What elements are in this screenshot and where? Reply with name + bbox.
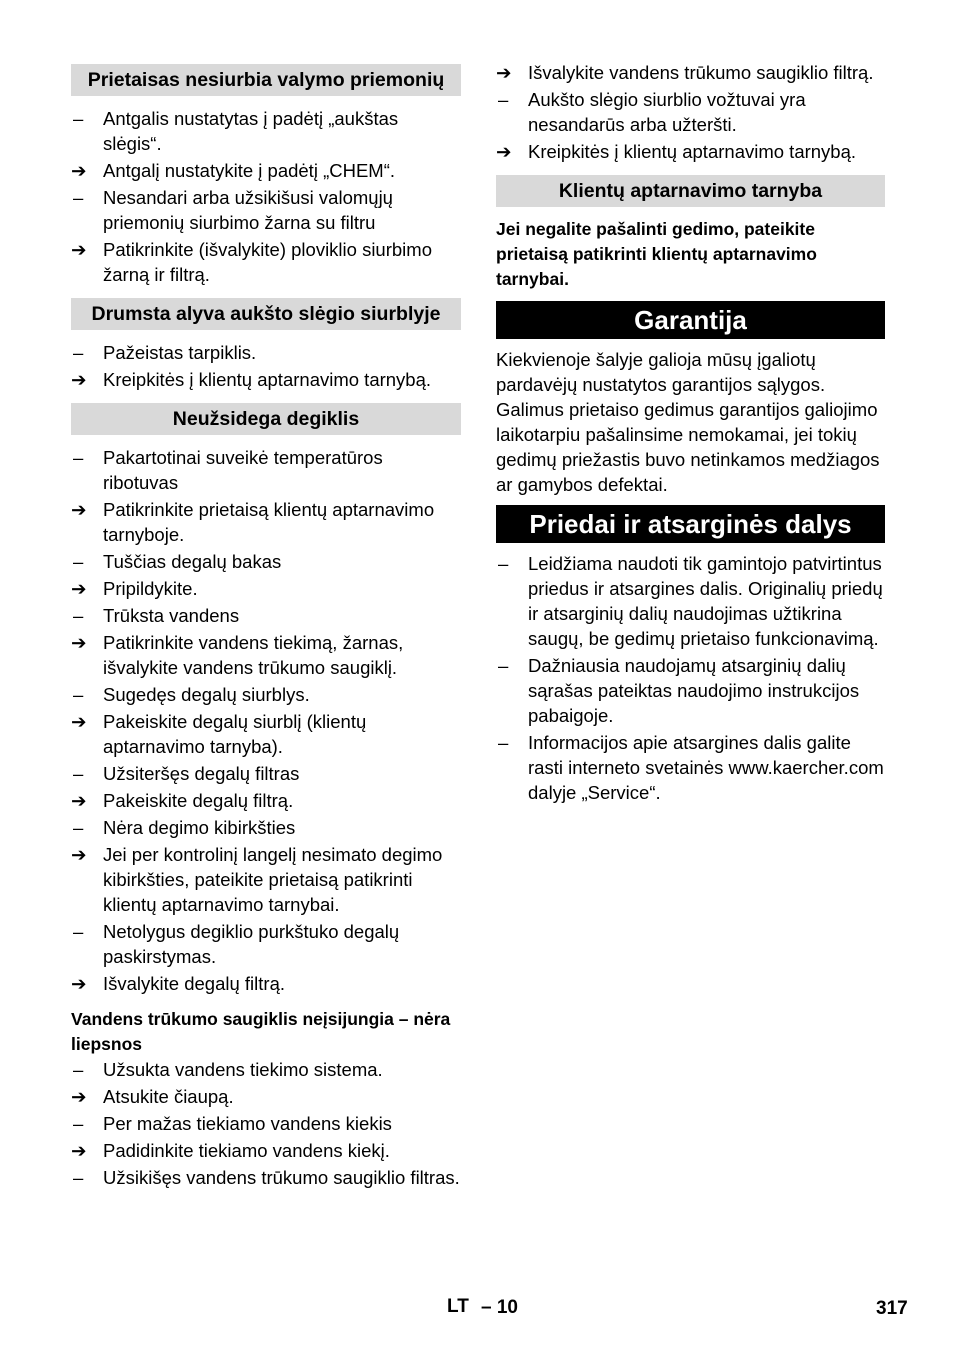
list-item: ➔ Antgalį nustatykite į padėtį „CHEM“. <box>71 160 396 181</box>
arrow-right-icon: ➔ <box>71 160 87 181</box>
dash-icon: – <box>73 1059 84 1080</box>
list-item: ➔ Išvalykite vandens trūkumo saugiklio filtrą. <box>496 62 874 83</box>
list-item: ➔ Pakeiskite degalų siurblį (klientų aptarnavimo tarnyba). <box>71 711 367 757</box>
list-item: ➔ Jei per kontrolinį langelį nesimato degimo kibirkšties, pateikite prietaisą patikrinti klientų aptarnavimo tarnybai. <box>71 844 443 915</box>
dash-icon: – <box>73 447 84 468</box>
list-water-safety <box>71 1057 461 1190</box>
list-item: – Antgalis nustatytas į padėtį „aukštas slėgis“. <box>73 108 399 154</box>
arrow-right-icon: ➔ <box>496 141 512 162</box>
dash-icon: – <box>73 605 84 626</box>
list-item: – Pažeistas tarpiklis. <box>73 342 257 363</box>
dash-icon: – <box>498 89 509 110</box>
list-item: – Nėra degimo kibirkšties <box>73 817 296 838</box>
footer-language: LT <box>447 1296 469 1317</box>
dash-icon: – <box>73 1113 84 1134</box>
section-heading-no-detergent: Prietaisas nesiurbia valymo priemonių <box>71 64 461 96</box>
list-burner-not-igniting <box>71 445 461 996</box>
subheading-water-safety: Vandens trūkumo saugiklis neįsijungia – nėra liepsnos <box>71 1009 451 1054</box>
footer-section-page: – 10 <box>481 1297 518 1318</box>
list-item: – Leidžiama naudoti tik gamintojo patvirtintus priedus ir atsargines dalis. Originalių priedų ir atsarginių dalių naudojimas užtikrina saugų, be gedimų prietaiso funkcionavimą. <box>498 553 883 649</box>
chapter-heading-warranty: Garantija <box>496 301 885 339</box>
list-item: – Tuščias degalų bakas <box>73 551 282 572</box>
arrow-right-icon: ➔ <box>71 499 87 520</box>
list-item: ➔ Kreipkitės į klientų aptarnavimo tarnybą. <box>496 141 857 162</box>
arrow-right-icon: ➔ <box>71 1086 87 1107</box>
list-item: – Trūksta vandens <box>73 605 240 626</box>
chapter-heading-accessories: Priedai ir atsarginės dalys <box>496 505 885 543</box>
left-column <box>71 64 461 1192</box>
dash-icon: – <box>73 551 84 572</box>
dash-icon: – <box>73 108 84 129</box>
dash-icon: – <box>73 817 84 838</box>
right-column <box>496 60 885 807</box>
section-heading-cloudy-oil: Drumsta alyva aukšto slėgio siurblyje <box>71 298 461 330</box>
arrow-right-icon: ➔ <box>71 844 87 865</box>
arrow-right-icon: ➔ <box>71 1140 87 1161</box>
arrow-right-icon: ➔ <box>71 711 87 732</box>
list-item: ➔ Pripildykite. <box>71 578 198 599</box>
list-item: – Užsikišęs vandens trūkumo saugiklio filtras. <box>73 1167 460 1188</box>
list-item: ➔ Kreipkitės į klientų aptarnavimo tarnybą. <box>71 369 432 390</box>
dash-icon: – <box>73 187 84 208</box>
list-item: – Per mažas tiekiamo vandens kiekis <box>73 1113 392 1134</box>
dash-icon: – <box>498 732 509 753</box>
list-item: – Dažniausia naudojamų atsarginių dalių sąrašas pateiktas naudojimo instrukcijos pabaigoje. <box>498 655 860 726</box>
arrow-right-icon: ➔ <box>71 632 87 653</box>
dash-icon: – <box>73 1167 84 1188</box>
dash-icon: – <box>73 684 84 705</box>
arrow-right-icon: ➔ <box>71 369 87 390</box>
dash-icon: – <box>73 763 84 784</box>
arrow-right-icon: ➔ <box>71 790 87 811</box>
list-item: ➔ Atsukite čiaupą. <box>71 1086 234 1107</box>
list-item: – Aukšto slėgio siurblio vožtuvai yra nesandarūs arba užteršti. <box>498 89 806 135</box>
arrow-right-icon: ➔ <box>71 973 87 994</box>
list-item: ➔ Padidinkite tiekiamo vandens kiekį. <box>71 1140 390 1161</box>
list-continued <box>496 60 885 164</box>
list-item: – Pakartotinai suveikė temperatūros ribotuvas <box>73 447 383 493</box>
section-heading-customer-service: Klientų aptarnavimo tarnyba <box>496 175 885 207</box>
section-heading-burner-not-igniting: Neužsidega degiklis <box>71 403 461 435</box>
list-accessories <box>496 551 885 805</box>
list-item: – Užsukta vandens tiekimo sistema. <box>73 1059 383 1080</box>
list-item: – Užsiteršęs degalų filtras <box>73 763 300 784</box>
warranty-text: Kiekvienoje šalyje galioja mūsų įgaliotų pardavėjų nustatytos garantijos sąlygos. Galimus prietaiso gedimus garantijos galiojimo laikotarpiu pašalinsime nemokamai, jei tokių gedimų priežastis buvo netinkamos medžiagos ar gamybos defektai. <box>496 349 880 495</box>
list-item: ➔ Išvalykite degalų filtrą. <box>71 973 286 994</box>
dash-icon: – <box>73 921 84 942</box>
dash-icon: – <box>498 553 509 574</box>
list-item: ➔ Patikrinkite vandens tiekimą, žarnas, išvalykite vandens trūkumo saugiklį. <box>71 632 404 678</box>
arrow-right-icon: ➔ <box>71 239 87 260</box>
list-item: ➔ Patikrinkite (išvalykite) ploviklio siurbimo žarną ir filtrą. <box>71 239 432 285</box>
list-cloudy-oil <box>71 340 461 392</box>
list-item: ➔ Pakeiskite degalų filtrą. <box>71 790 294 811</box>
dash-icon: – <box>498 655 509 676</box>
arrow-right-icon: ➔ <box>71 578 87 599</box>
list-item: – Sugedęs degalų siurblys. <box>73 684 310 705</box>
page-number: 317 <box>876 1298 908 1319</box>
arrow-right-icon: ➔ <box>496 62 512 83</box>
list-item: – Nesandari arba užsikišusi valomųjų priemonių siurbimo žarna su filtru <box>73 187 393 233</box>
list-item: – Netolygus degiklio purkštuko degalų paskirstymas. <box>73 921 400 967</box>
list-item: ➔ Patikrinkite prietaisą klientų aptarnavimo tarnyboje. <box>71 499 435 545</box>
customer-service-text: Jei negalite pašalinti gedimo, pateikite prietaisą patikrinti klientų aptarnavimo tarnybai. <box>496 219 817 289</box>
dash-icon: – <box>73 342 84 363</box>
list-item: – Informacijos apie atsargines dalis galite rasti interneto svetainės www.kaercher.com dalyje „Service“. <box>498 732 884 803</box>
list-no-detergent <box>71 106 461 287</box>
